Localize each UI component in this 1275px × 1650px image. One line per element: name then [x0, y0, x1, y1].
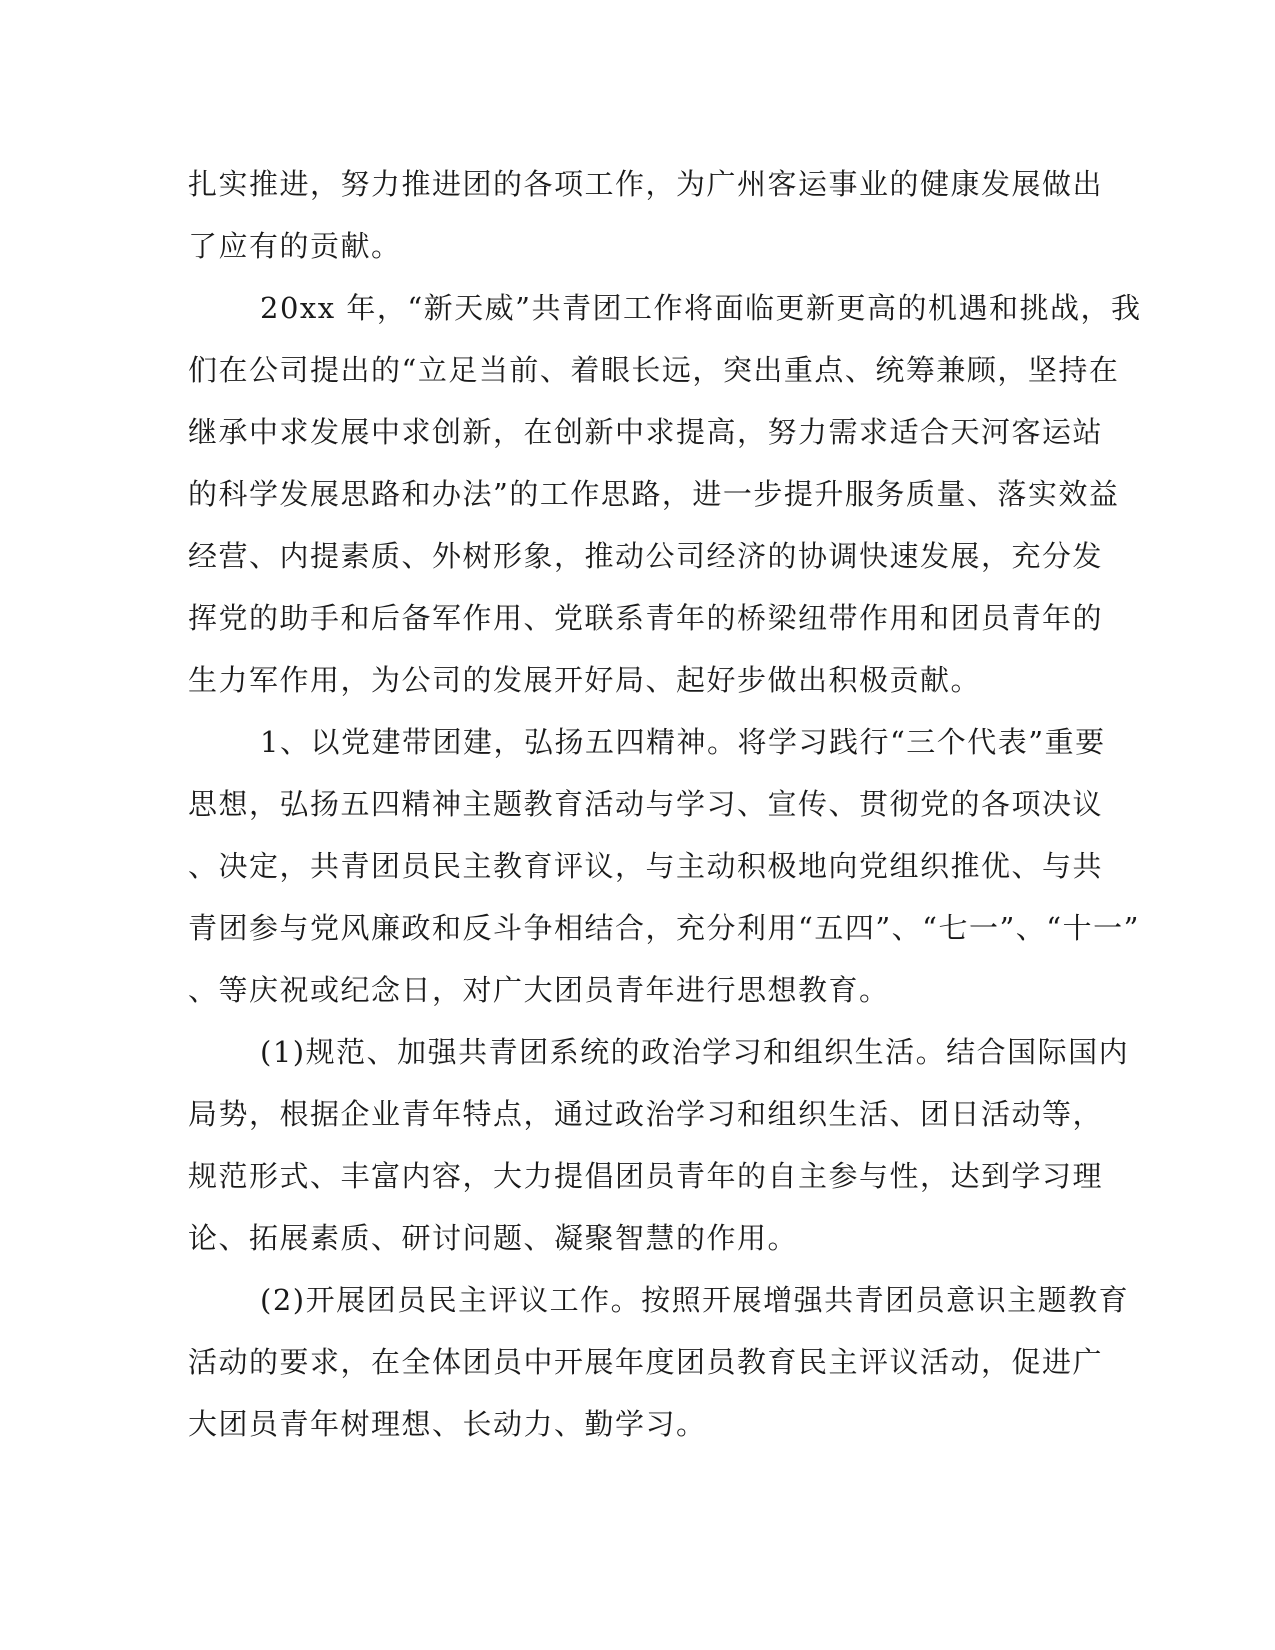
- text-line: 局势，根据企业青年特点，通过政治学习和组织生活、团日活动等，: [188, 1097, 1104, 1131]
- text-line: 继承中求发展中求创新，在创新中求提高，努力需求适合天河客运站: [188, 415, 1104, 449]
- text-line: 活动的要求，在全体团员中开展年度团员教育民主评议活动，促进广: [188, 1345, 1104, 1379]
- text-line: 们在公司提出的“立足当前、着眼长远，突出重点、统筹兼顾，坚持在: [188, 353, 1120, 387]
- text-line: 、等庆祝或纪念日，对广大团员青年进行思想教育。: [188, 973, 890, 1007]
- text-line: 经营、内提素质、外树形象，推动公司经济的协调快速发展，充分发: [188, 539, 1104, 573]
- text-line: 大团员青年树理想、长动力、勤学习。: [188, 1407, 707, 1441]
- text-line: 思想，弘扬五四精神主题教育活动与学习、宣传、贯彻党的各项决议: [188, 787, 1104, 821]
- text-line: 规范形式、丰富内容，大力提倡团员青年的自主参与性，达到学习理: [188, 1159, 1104, 1193]
- text-line: 20xx 年，“新天威”共青团工作将面临更新更高的机遇和挑战，我: [260, 291, 1142, 325]
- text-line: 扎实推进，努力推进团的各项工作，为广州客运事业的健康发展做出: [188, 167, 1104, 201]
- text-line: 了应有的贡献。: [188, 229, 402, 263]
- text-line: (1)规范、加强共青团系统的政治学习和组织生活。结合国际国内: [260, 1035, 1130, 1069]
- text-line: 、决定，共青团员民主教育评议，与主动积极地向党组织推优、与共: [188, 849, 1104, 883]
- document-body: [188, 162, 1142, 1464]
- text-line: 青团参与党风廉政和反斗争相结合，充分利用“五四”、“七一”、“十一”: [188, 911, 1140, 945]
- text-line: 挥党的助手和后备军作用、党联系青年的桥梁纽带作用和团员青年的: [188, 601, 1104, 635]
- text-line: (2)开展团员民主评议工作。按照开展增强共青团员意识主题教育: [260, 1283, 1130, 1317]
- text-line: 1、以党建带团建，弘扬五四精神。将学习践行“三个代表”重要: [260, 725, 1106, 759]
- text-line: 论、拓展素质、研讨问题、凝聚智慧的作用。: [188, 1221, 799, 1255]
- text-line: 生力军作用，为公司的发展开好局、起好步做出积极贡献。: [188, 663, 982, 697]
- text-line: 的科学发展思路和办法”的工作思路，进一步提升服务质量、落实效益: [188, 477, 1120, 511]
